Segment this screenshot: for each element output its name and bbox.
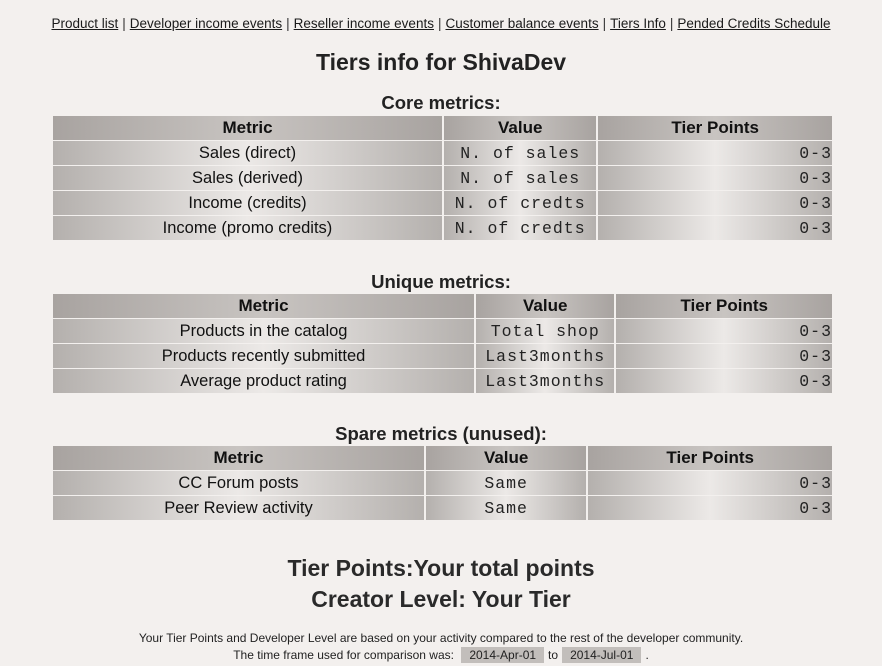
table-row — [53, 166, 832, 190]
tier-points-cell: 0-3 — [616, 369, 832, 393]
nav-separator: | — [437, 16, 442, 31]
table-header-row — [53, 294, 832, 318]
top-nav — [0, 16, 882, 31]
tier-points-value: Your total points — [413, 555, 595, 581]
metric-cell: Products in the catalog — [53, 319, 474, 343]
value-cell: N. of sales — [444, 166, 596, 190]
value-cell: N. of credts — [444, 191, 596, 215]
column-header-metric: Metric — [53, 294, 474, 318]
date-from-badge: 2014-Apr-01 — [461, 647, 544, 663]
column-header-value: Value — [426, 446, 586, 470]
tier-points-cell: 0-3 — [598, 191, 832, 215]
unique-metrics-table — [51, 293, 834, 394]
table-row — [53, 496, 832, 520]
table-row — [53, 216, 832, 240]
metric-cell: Sales (direct) — [53, 141, 442, 165]
metric-cell: Average product rating — [53, 369, 474, 393]
nav-link-customer-balance-events[interactable]: Customer balance events — [445, 16, 599, 31]
creator-level-summary — [0, 586, 882, 613]
nav-link-reseller-income-events[interactable]: Reseller income events — [293, 16, 434, 31]
metric-cell: Sales (derived) — [53, 166, 442, 190]
core-metrics-table — [51, 115, 834, 241]
spare-metrics-title: Spare metrics (unused): — [335, 423, 547, 444]
column-header-tier-points: Tier Points — [616, 294, 832, 318]
unique-metrics-title: Unique metrics: — [371, 271, 511, 292]
metric-cell: Income (promo credits) — [53, 216, 442, 240]
nav-separator: | — [286, 16, 290, 31]
tier-points-cell: 0-3 — [598, 141, 832, 165]
table-row — [53, 369, 832, 393]
nav-link-tiers-info[interactable]: Tiers Info — [610, 16, 666, 31]
metric-cell: Income (credits) — [53, 191, 442, 215]
creator-level-value: Your Tier — [471, 586, 571, 612]
value-cell: Same — [426, 471, 586, 495]
tier-points-cell: 0-3 — [588, 496, 832, 520]
to-word: to — [548, 648, 559, 662]
date-to-badge: 2014-Jul-01 — [562, 647, 641, 663]
tier-points-label: Tier Points: — [287, 555, 414, 581]
nav-link-developer-income-events[interactable]: Developer income events — [129, 16, 283, 31]
column-header-metric: Metric — [53, 116, 442, 140]
table-row — [53, 141, 832, 165]
timeframe-prefix: The time frame used for comparison was: — [233, 648, 454, 662]
metric-cell: Peer Review activity — [53, 496, 424, 520]
column-header-value: Value — [476, 294, 614, 318]
tier-points-cell: 0-3 — [598, 216, 832, 240]
creator-level-label: Creator Level: — [311, 586, 466, 612]
nav-separator: | — [602, 16, 607, 31]
nav-link-pended-credits-schedule[interactable]: Pended Credits Schedule — [677, 16, 831, 31]
core-metrics-title: Core metrics: — [381, 92, 501, 113]
tier-points-cell: 0-3 — [588, 471, 832, 495]
footer-timeframe — [0, 647, 882, 663]
column-header-tier-points: Tier Points — [598, 116, 832, 140]
table-header-row — [53, 116, 832, 140]
spare-metrics-table — [51, 445, 834, 521]
value-cell: Total shop — [476, 319, 614, 343]
footer-explanation: Your Tier Points and Developer Level are based on your activity compared to the rest of the developer community. — [138, 631, 744, 645]
value-cell: Same — [426, 496, 586, 520]
page-title: Tiers info for ShivaDev — [315, 49, 567, 75]
table-row — [53, 191, 832, 215]
nav-separator: | — [122, 16, 126, 31]
nav-link-product-list[interactable]: Product list — [51, 16, 119, 31]
table-row — [53, 471, 832, 495]
table-row — [53, 319, 832, 343]
tier-points-cell: 0-3 — [598, 166, 832, 190]
value-cell: Last3months — [476, 344, 614, 368]
tier-points-cell: 0-3 — [616, 319, 832, 343]
value-cell: Last3months — [476, 369, 614, 393]
value-cell: N. of sales — [444, 141, 596, 165]
tier-points-summary — [0, 555, 882, 582]
column-header-metric: Metric — [53, 446, 424, 470]
table-header-row — [53, 446, 832, 470]
metric-cell: CC Forum posts — [53, 471, 424, 495]
metric-cell: Products recently submitted — [53, 344, 474, 368]
column-header-tier-points: Tier Points — [588, 446, 832, 470]
column-header-value: Value — [444, 116, 596, 140]
nav-separator: | — [669, 16, 674, 31]
table-row — [53, 344, 832, 368]
trailing-period: . — [645, 648, 649, 662]
value-cell: N. of credts — [444, 216, 596, 240]
tier-points-cell: 0-3 — [616, 344, 832, 368]
